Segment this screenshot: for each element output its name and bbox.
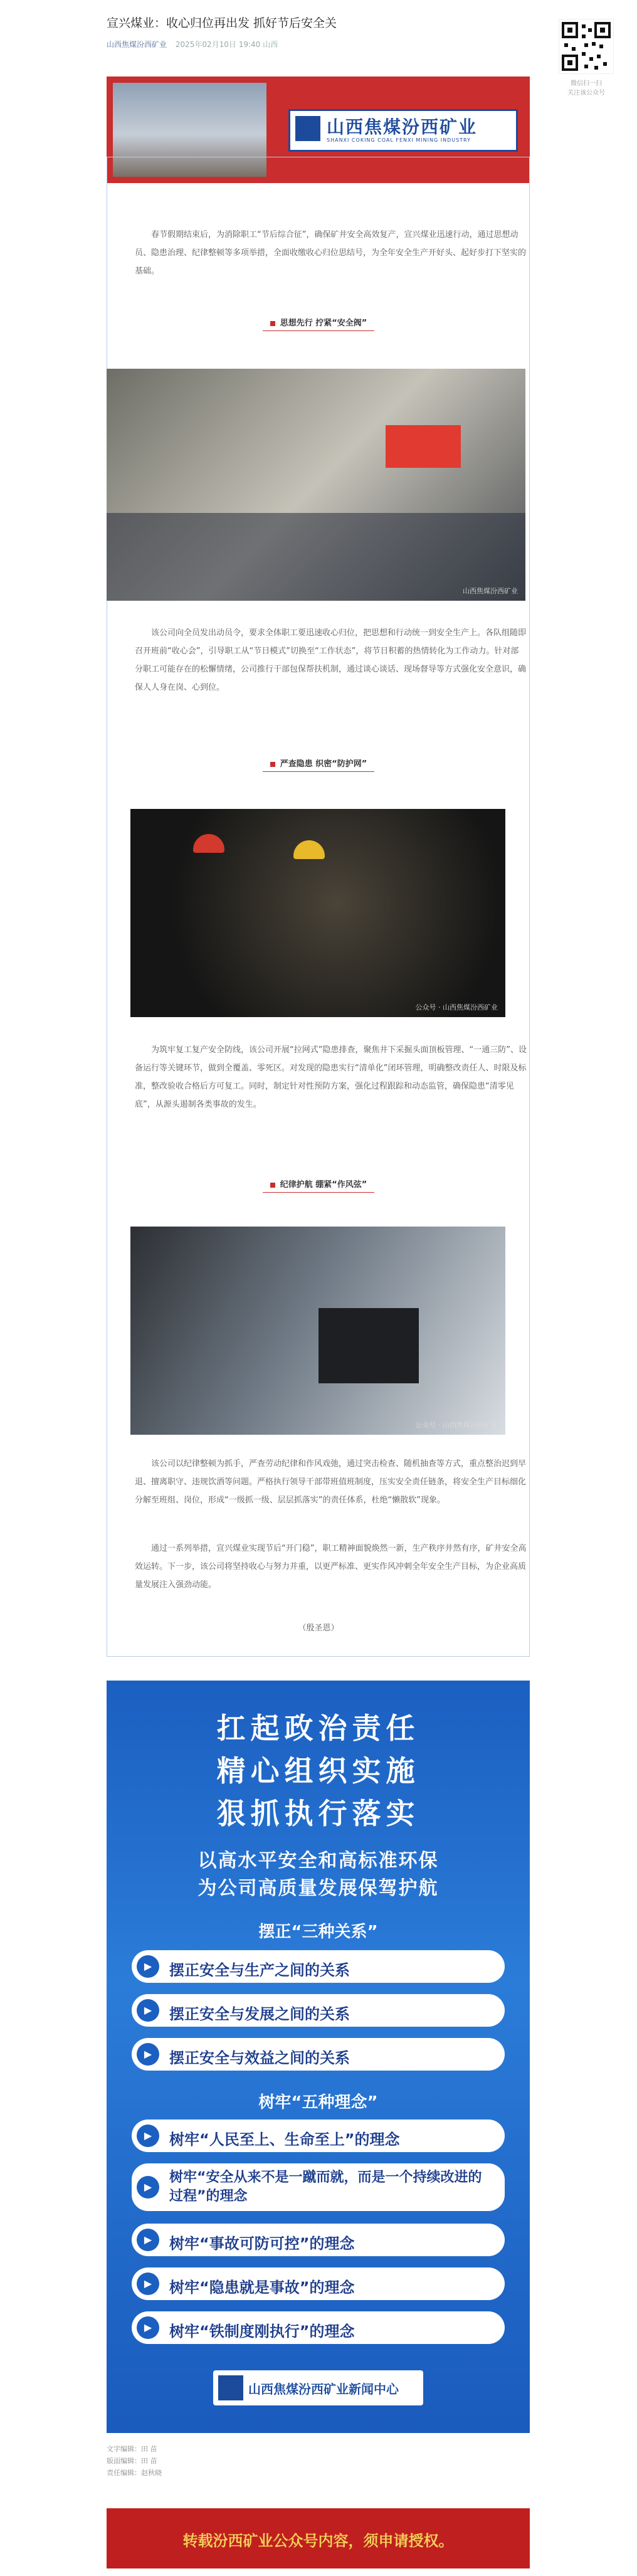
logo-mark-icon xyxy=(218,2375,243,2400)
monitor-shape xyxy=(318,1308,419,1383)
article-title: 宣兴煤业：收心归位再出发 抓好节后安全关 xyxy=(107,16,337,30)
red-helmet xyxy=(193,834,224,853)
poster-group1-title: 摆正“三种关系” xyxy=(258,1923,378,1941)
reprint-notice-banner xyxy=(107,2508,530,2568)
play-icon: ▶ xyxy=(137,2272,159,2295)
poster-sub-1: 以高水平安全和高标准环保 xyxy=(197,1850,439,1872)
poster-slogan-1: 扛起政治责任 xyxy=(216,1711,420,1745)
logo-en-text: SHANXI COKING COAL FENXI MINING INDUSTRY xyxy=(327,137,471,143)
section-3-paragraph: 该公司以纪律整顿为抓手，严查劳动纪律和作风戏弛，通过突击检查、随机抽查等方式，重点整治迟到早退、擅离职守、违规饮酒等问题。严格执行领导干部带班值班制度，压实安全责任链条，将安全生产目标细化分解至班组、岗位，形成“一级抓一级、层层抓落实”的责任体系，杜绝“懒散软”现象。 xyxy=(135,1459,527,1505)
underground-photo xyxy=(130,809,505,1017)
poster-item: ▶ 摆正安全与发展之间的关系 xyxy=(132,1994,505,2027)
section-marker-icon xyxy=(270,1183,275,1188)
layout-editor: 版面编辑：田 苗 xyxy=(107,2457,157,2465)
poster-item: ▶ 摆正安全与效益之间的关系 xyxy=(132,2038,505,2071)
poster-item: ▶ 树牢“人民至上、生命至上”的理念 xyxy=(132,2119,505,2152)
qr-panel xyxy=(552,19,621,97)
qr-caption-2: 关注该公众号 xyxy=(567,90,605,97)
meeting-photo xyxy=(107,369,525,601)
section-2-paragraph: 为筑牢复工复产安全防线，该公司开展“拉网式”隐患排查，聚焦井下采掘头面顶板管理、“一通三防”、设备运行等关键环节，做到全覆盖、零死区。对发现的隐患实行“清单化”闭环管理，明确整改责任人、时限及标准，整改验收合格后方可复工。同时，制定针对性预防方案，强化过程跟踪和动态监管，确保隐患“清零见底”，从源头遏制各类事故的发生。 xyxy=(135,1045,527,1109)
yellow-helmet xyxy=(293,840,325,859)
play-icon: ▶ xyxy=(137,1999,159,2022)
screen-shape xyxy=(386,425,461,468)
author-credit: （殷圣恩） xyxy=(298,1623,339,1633)
logo-cn-text: 山西焦煤汾西矿业 xyxy=(327,117,478,137)
section-heading-3: 纪律护航 绷紧“作风弦” xyxy=(0,1175,637,1193)
company-logo xyxy=(288,109,518,152)
poster-footer-logo: 山西焦煤汾西矿业新闻中心 xyxy=(213,2370,423,2405)
safety-poster xyxy=(107,1681,530,2433)
section-marker-icon xyxy=(270,762,275,767)
play-icon: ▶ xyxy=(137,1955,159,1978)
poster-item: ▶ 树牢“铁制度刚执行”的理念 xyxy=(132,2311,505,2344)
photo-watermark: 公众号 · 山西焦煤汾西矿业 xyxy=(415,1421,498,1429)
play-icon: ▶ xyxy=(137,2125,159,2147)
section-marker-icon xyxy=(270,321,275,326)
play-icon: ▶ xyxy=(137,2176,159,2199)
poster-group2-title: 树牢“五种理念” xyxy=(258,2093,378,2112)
section-heading-2: 严查隐患 织密“防护网” xyxy=(0,754,637,772)
poster-slogan-3: 狠抓执行落实 xyxy=(216,1797,420,1830)
reprint-notice-text: 转载汾西矿业公众号内容，须申请授权。 xyxy=(182,2532,454,2550)
photo-watermark: 山西焦煤汾西矿业 xyxy=(463,587,518,595)
play-icon: ▶ xyxy=(137,2229,159,2251)
text-editor: 文字编辑：田 苗 xyxy=(107,2445,157,2453)
poster-slogan-2: 精心组织实施 xyxy=(216,1754,420,1788)
poster-item: ▶ 树牢“隐患就是事故”的理念 xyxy=(132,2267,505,2300)
poster-item: ▶ 树牢“事故可防可控”的理念 xyxy=(132,2224,505,2256)
poster-item: ▶ 摆正安全与生产之间的关系 xyxy=(132,1950,505,1983)
chief-editor: 责任编辑：赵秋晓 xyxy=(107,2469,162,2477)
photo-watermark: 公众号 · 山西焦煤汾西矿业 xyxy=(415,1003,498,1011)
section-heading-1: 思想先行 拧紧“安全阀” xyxy=(0,314,637,331)
inspection-photo xyxy=(130,1227,505,1435)
qr-caption-1: 微信扫一扫 xyxy=(571,80,602,87)
section-1-paragraph: 该公司向全员发出动员令，要求全体职工要迅速收心归位，把思想和行动统一到安全生产上。各队组随即召开班前“收心会”，引导职工从“节日模式”切换至“工作状态”，将节日积蓄的热情转化为工作动力。针对部分职工可能存在的松懈情绪，公司推行干部包保帮扶机制，通过谈心谈话、现场督导等方式强化安全意识，确保人人身在岗、心到位。 xyxy=(135,628,527,692)
account-name-link[interactable]: 山西焦煤汾西矿业 xyxy=(107,40,167,49)
play-icon: ▶ xyxy=(137,2043,159,2066)
poster-sub-2: 为公司高质量发展保驾护航 xyxy=(197,1877,439,1899)
article-meta xyxy=(107,39,278,50)
publish-date: 2025年02月10日 19:40 山西 xyxy=(175,40,278,49)
logo-mark-icon xyxy=(295,116,320,141)
closing-paragraph: 通过一系列举措，宣兴煤业实现节后“开门稳”，职工精神面貌焕然一新，生产秩序井然有序，矿井安全高效运转。下一步，该公司将坚持收心与努力并重，以更严标准、更实作风冲刺全年安全生产目标，为企业高质量发展注入强劲动能。 xyxy=(135,1544,527,1590)
qr-code-icon xyxy=(559,19,614,74)
play-icon: ▶ xyxy=(137,2316,159,2339)
poster-item: ▶ 树牢“安全从来不是一蹴而就，而是一个持续改进的过程”的理念 xyxy=(132,2163,505,2211)
editor-credits xyxy=(107,2443,162,2479)
intro-paragraph: 春节假期结束后，为消除职工“节后综合征”，确保矿井安全高效复产，宣兴煤业迅速行动，通过思想动员、隐患治理、纪律整顿等多项举措，全面收缴收心归位思结号，为全年安全生产开好头、起好步打下坚实的基础。 xyxy=(135,230,527,276)
